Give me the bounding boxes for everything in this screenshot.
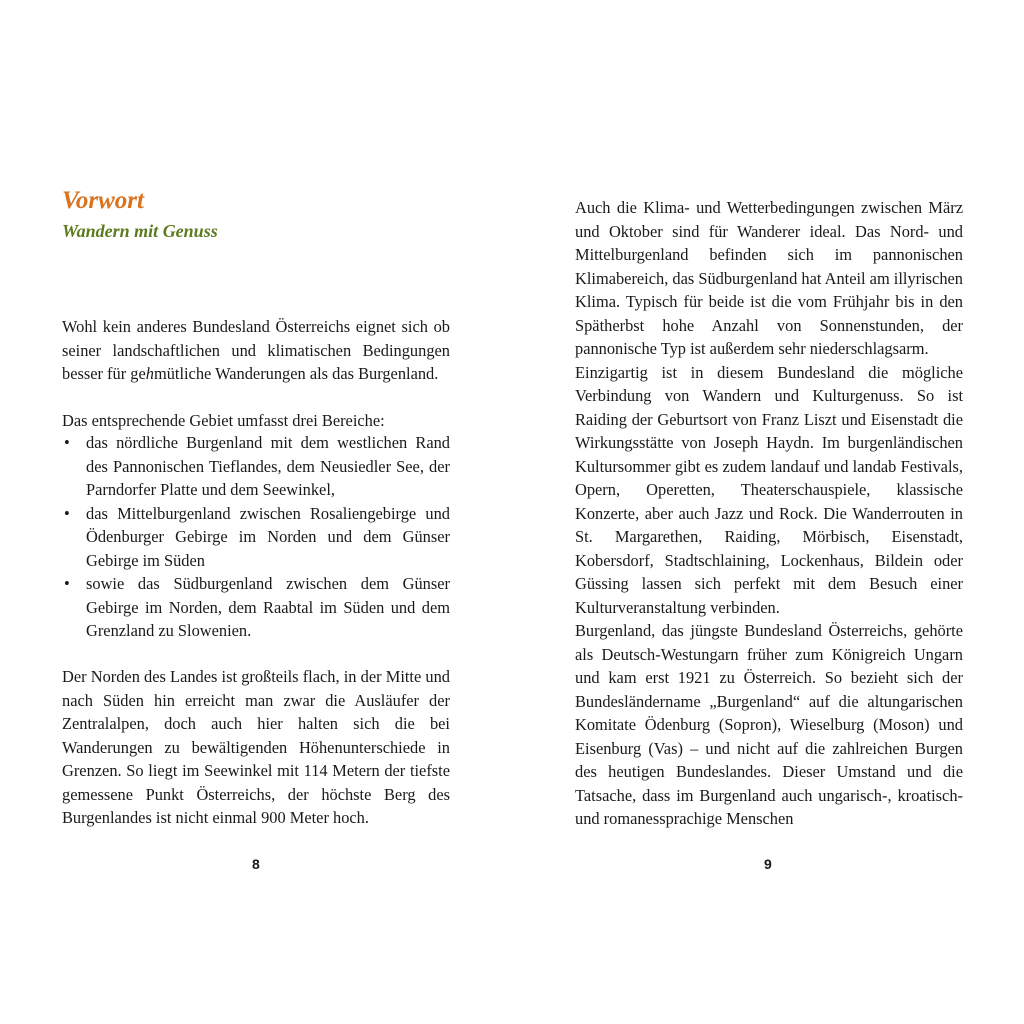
culture-paragraph: Einzigartig ist in diesem Bundesland die mögliche Verbindung von Wandern und Kulturgenuss. So ist Raiding der Geburtsort von Franz Liszt und Eisenstadt die Wirkungsstätte von Joseph Haydn. Im burgenländischen Kultursommer gibt es zudem landauf und landab Festivals, Opern, Operetten, Theaterschauspiele, klassische Konzerte, aber auch Jazz und Rock. Die Wanderrouten in St. Margarethen, Raiding, Mörbisch, Eisenstadt, Kobersdorf, Stadtschlaining, Lockenhaus, Bildein oder Güssing lassen sich perfekt mit dem Besuch einer Kulturveranstaltung verbinden.: [575, 362, 963, 617]
list-item: [62, 431, 450, 502]
list-item-text: das nördliche Burgenland mit dem westlichen Rand des Pannonischen Tieflandes, dem Neusiedler See, der Parndorfer Platte und dem Seewinkel,: [86, 433, 450, 499]
list-item-text: sowie das Südburgenland zwischen dem Günser Gebirge im Norden, dem Raabtal im Süden und dem Grenzland zu Slowenien.: [86, 574, 450, 640]
chapter-subtitle: Wandern mit Genuss: [62, 221, 218, 241]
regions-list: [62, 431, 450, 643]
bullet-icon: •: [64, 503, 70, 523]
page-number-left: 8: [252, 856, 260, 872]
areas-intro-paragraph: [62, 409, 450, 433]
chapter-title: Vorwort: [62, 187, 144, 214]
history-paragraph: Burgenland, das jüngste Bundesland Österreichs, gehörte als Deutsch-Westungarn früher zum Königreich Ungarn und kam erst 1921 zu Österreich. So bezieht sich der Bundesländername „Burgenland“ auf die altungarischen Komitate Ödenburg (Sopron), Wieselburg (Moson) und Eisenburg (Vas) – und nicht auf die zahlreichen Burgen des heutigen Bundeslandes. Dieser Umstand und die Tatsache, dass im Burgenland auch ungarisch-, kroatisch- und romanessprachige Menschen: [575, 621, 963, 828]
north-paragraph-text: Der Norden des Landes ist großteils flach, in der Mitte und nach Süden hin erreicht man zwar die Ausläufer der Zentralalpen, doch auch hier halten sich die bei Wanderungen zu bewältigenden Höhenunterschiede in Grenzen. So liegt im Seewinkel mit 114 Metern der tiefste gemessene Punkt Österreichs, der höchste Berg des Burgenlandes ist nicht einmal 900 Meter hoch.: [62, 667, 450, 827]
page-number-right: 9: [764, 856, 772, 872]
intro-text-part-2: mütliche Wanderungen als das Burgenland.: [153, 364, 439, 383]
intro-text-part-1: Wohl kein anderes Bundesland Österreichs eignet sich ob seiner landschaftlichen und klimatischen Bedingungen besser für ge: [62, 317, 450, 383]
list-item-text: das Mittelburgenland zwischen Rosaliengebirge und Ödenburger Gebirge im Norden und dem Günser Gebirge im Süden: [86, 503, 450, 570]
list-item: [62, 572, 450, 643]
intro-italic-h: h: [145, 364, 154, 383]
right-page-text: [575, 196, 963, 831]
intro-paragraph: [62, 315, 450, 386]
north-paragraph: [62, 665, 450, 830]
bullet-icon: •: [64, 433, 70, 452]
areas-intro-text: Das entsprechende Gebiet umfasst drei Bereiche:: [62, 411, 385, 430]
climate-paragraph: Auch die Klima- und Wetterbedingungen zwischen März und Oktober sind für Wanderer ideal. Das Nord- und Mittelburgenland befinden sich im pannonischen Klimabereich, das Südburgenland hat Anteil am illyrischen Klima. Typisch für beide ist die vom Frühjahr bis in den Spätherbst hohe Anzahl von Sonnenstunden, der pannonische Typ ist außerdem sehr niederschlagsarm.: [575, 198, 963, 358]
bullet-icon: •: [64, 574, 70, 593]
list-item: [62, 502, 450, 573]
